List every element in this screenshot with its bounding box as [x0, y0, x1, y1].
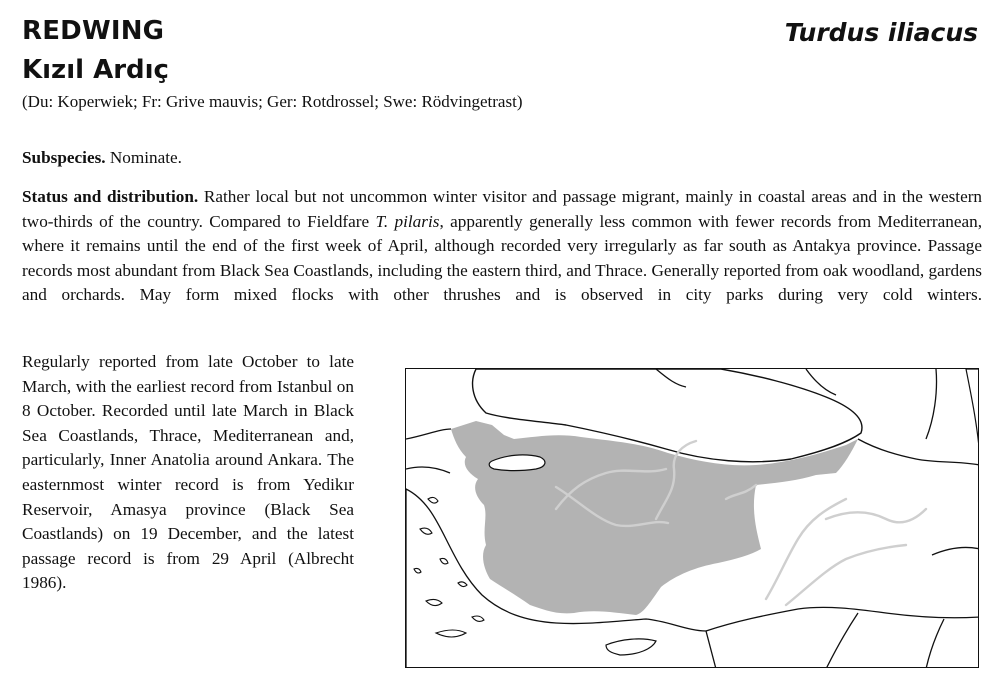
status-paragraph — [22, 185, 982, 308]
species-reference: T. pilaris — [375, 211, 440, 231]
turkish-name: Kızıl Ardıç — [22, 55, 169, 85]
subspecies-text: Nominate. — [109, 148, 182, 167]
status-text-2: , apparently generally less common with fewer records from Mediterranean, where it remains until the end of the first week of April, although recorded very irregularly as far south as Antakya province. Passage records most abundant from Black Sea Coastlands, including the eastern third, and Thrace. Generally reported from oak woodland, gardens and orchards. May form mixed flocks with other thrushes and is observed in city parks during very cold winters. — [22, 211, 983, 305]
map-svg — [406, 369, 979, 668]
status-label: Status and distribution. — [22, 187, 199, 206]
status-continuation: Regularly reported from late October to late March, with the earliest record from Istanbul on 8 October. Recorded until late March in Black Sea Coastlands, Thrace, Mediterranean and, particularly, Inner Anatolia around Ankara. The easternmost winter record is from Yedikır Reservoir, Amasya province (Black Sea Coastlands) on 19 December, and the latest passage record is from 29 April (Albrecht 1986). — [22, 352, 354, 593]
caspian-sea — [966, 369, 979, 459]
english-name: REDWING — [22, 16, 165, 46]
status-text-1: Rather local but not uncommon winter visitor and passage migrant, mainly in coastal areas and in the western two-thirds of the country. Compared to Fieldfare — [22, 187, 983, 231]
subspecies-paragraph — [22, 146, 982, 171]
subspecies-label: Subspecies. — [22, 148, 106, 167]
distribution-map — [405, 368, 979, 668]
scientific-name: Turdus iliacus — [784, 18, 978, 47]
other-language-names: (Du: Koperwiek; Fr: Grive mauvis; Ger: Rotdrossel; Swe: Rödvingetrast) — [22, 92, 523, 111]
